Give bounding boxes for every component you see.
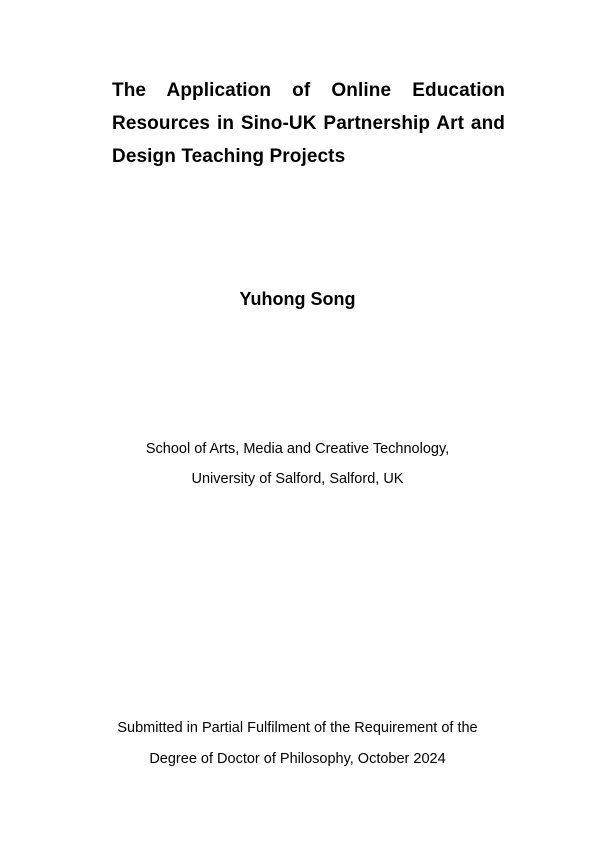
author-name: Yuhong Song	[239, 289, 356, 309]
affiliation-block	[0, 434, 595, 494]
submission-line-1: Submitted in Partial Fulfilment of the Requirement of the	[117, 720, 478, 736]
thesis-title: The Application of Online Education Resources in Sino-UK Partnership Art and Design Teaching Projects	[112, 80, 505, 167]
affiliation-school: School of Arts, Media and Creative Technology,	[145, 441, 450, 457]
affiliation-university: University of Salford, Salford, UK	[191, 471, 404, 487]
submission-statement	[0, 713, 595, 775]
submission-line-2: Degree of Doctor of Philosophy, October 2024	[149, 751, 446, 767]
